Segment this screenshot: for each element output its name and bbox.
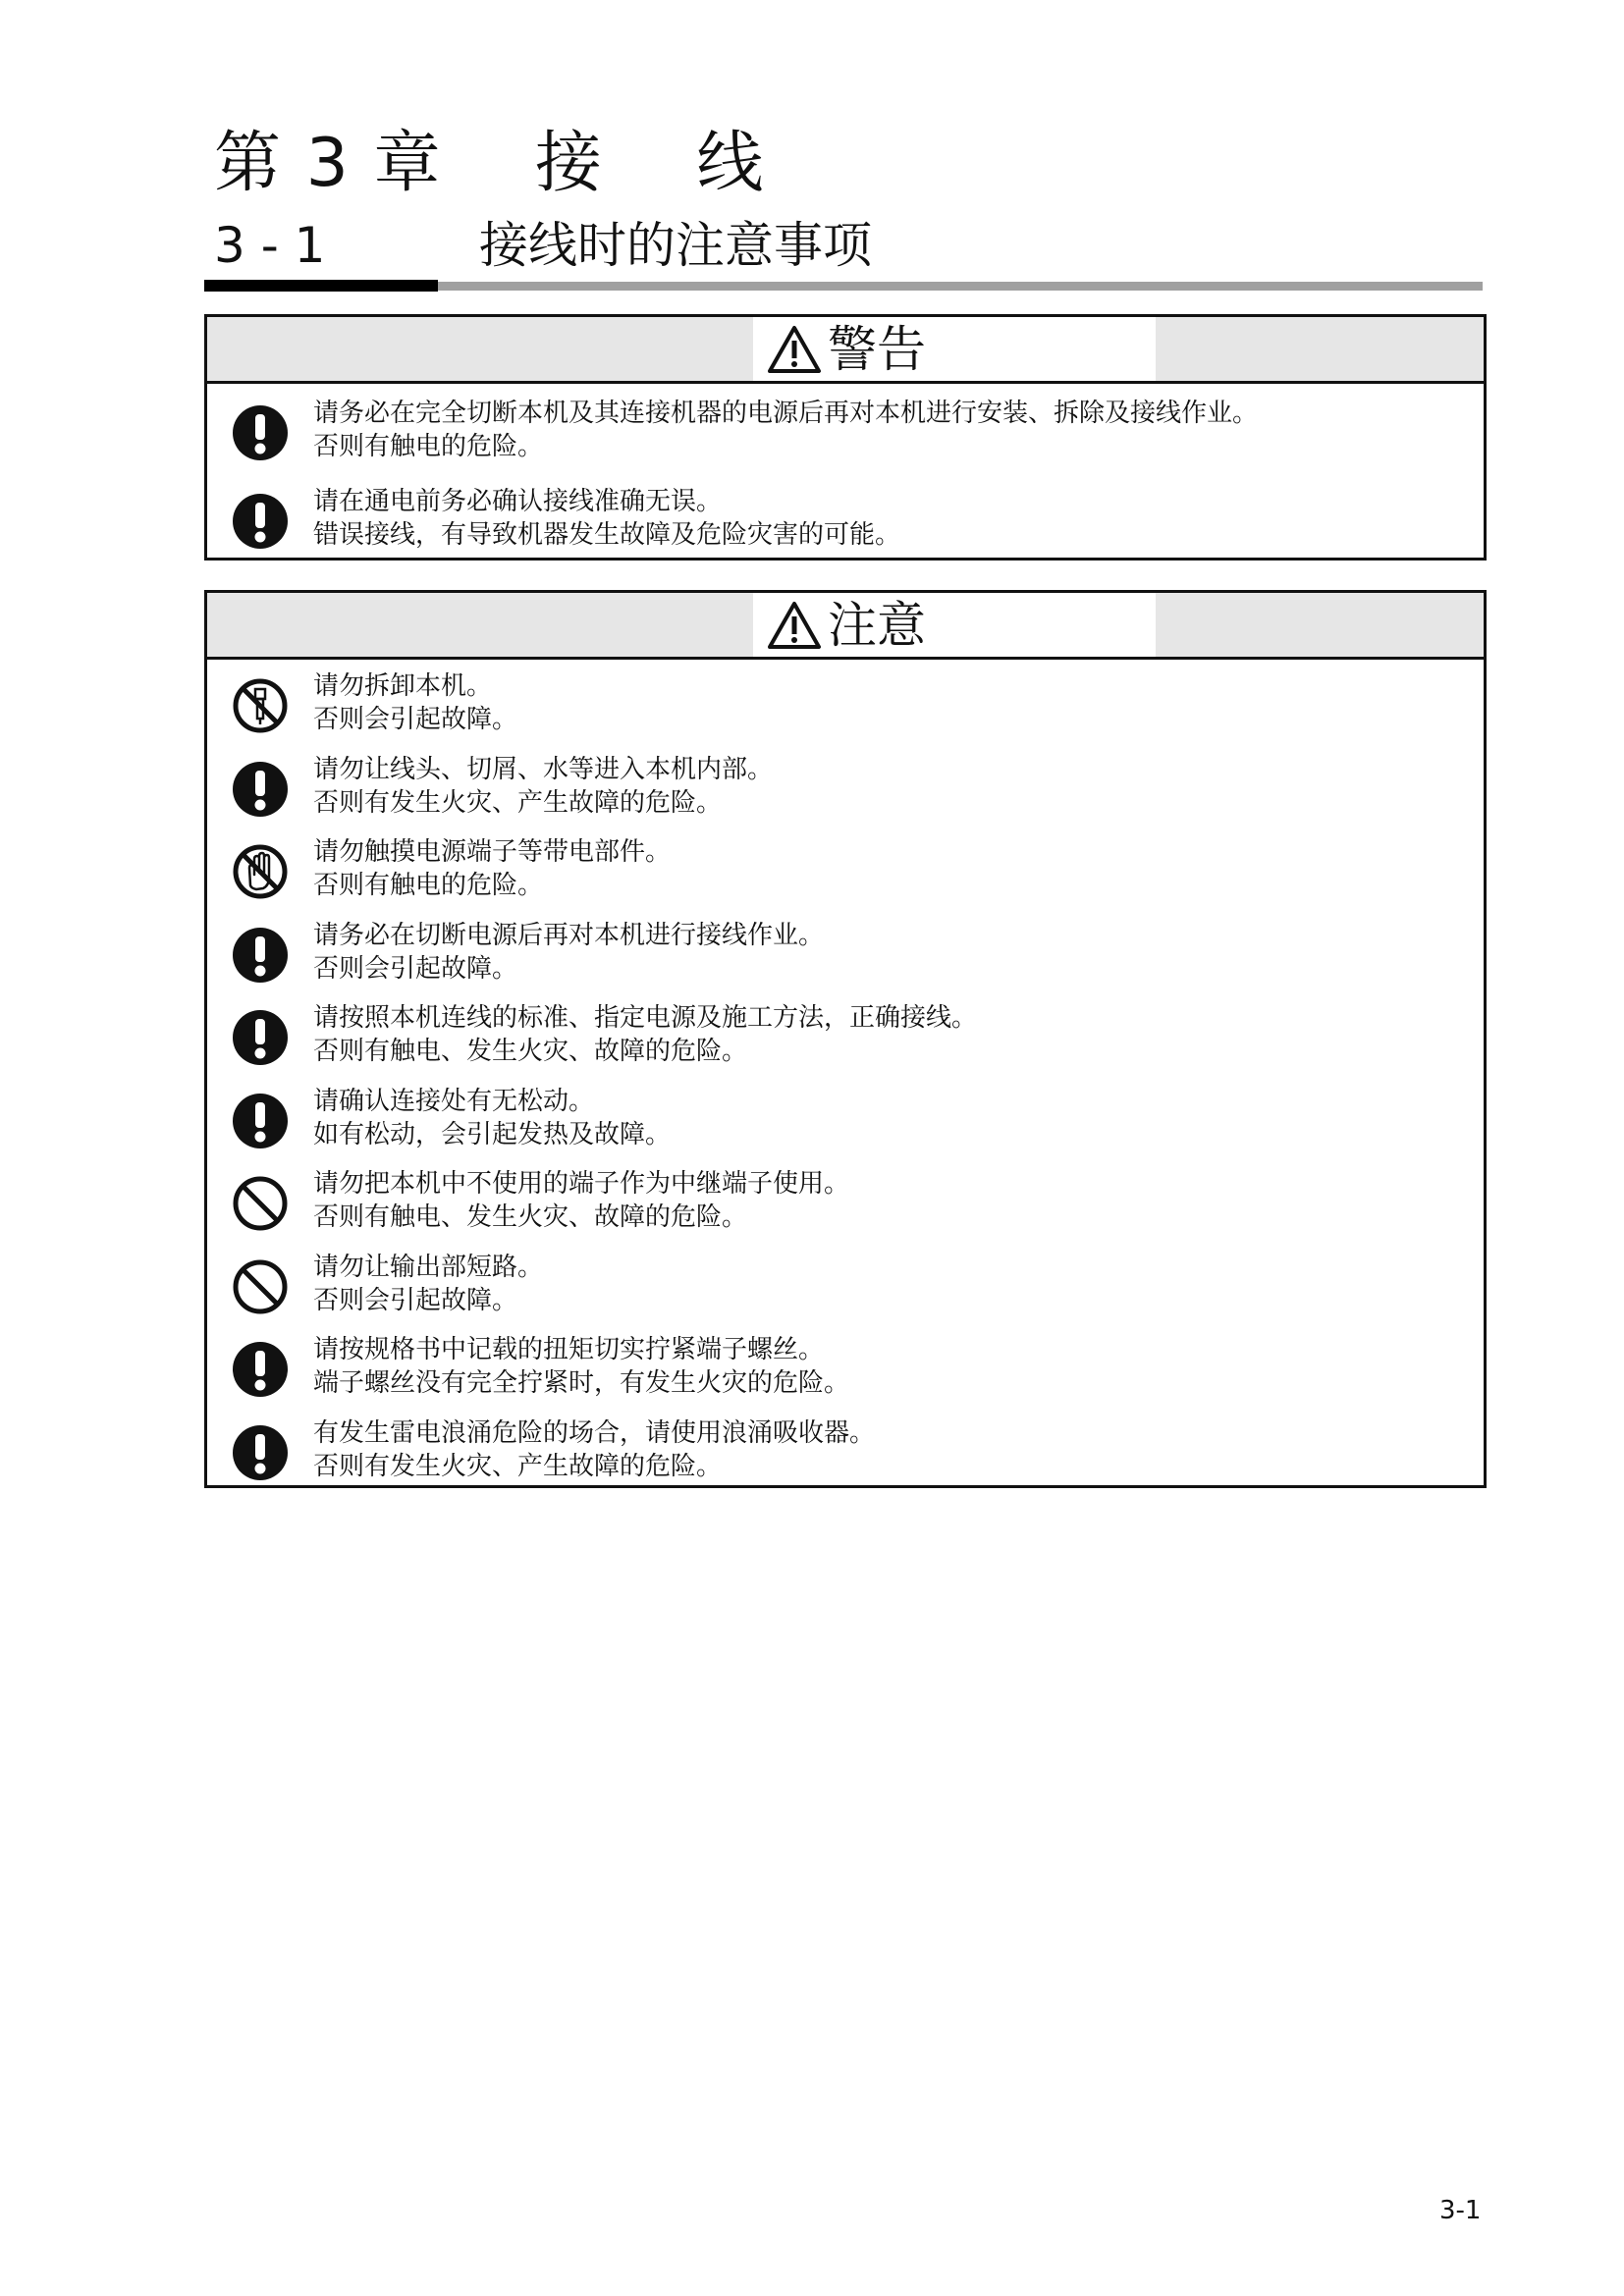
safety-item (207, 836, 1484, 905)
mandatory-icon (231, 1092, 290, 1150)
safety-item-text: 请按照本机连线的标准、指定电源及施工方法，正确接线。 (313, 1003, 978, 1033)
mandatory-icon (231, 1008, 290, 1067)
safety-item-consequence: 否则有触电、发生火灾、故障的危险。 (313, 1202, 748, 1232)
safety-item-text: 请务必在完全切断本机及其连接机器的电源后再对本机进行安装、拆除及接线作业。 (313, 399, 1259, 428)
safety-item-consequence: 端子螺丝没有完全拧紧时，有发生火灾的危险。 (313, 1368, 850, 1398)
mandatory-icon (231, 1340, 290, 1399)
safety-item-consequence: 错误接线，有导致机器发生故障及危险灾害的可能。 (313, 520, 901, 550)
no-disassembly-icon (231, 676, 290, 735)
safety-item (207, 1252, 1484, 1320)
chapter-title: 第 3 章 接 线 (214, 125, 766, 202)
safety-item-consequence: 否则有发生火灾、产生故障的危险。 (313, 1451, 723, 1481)
safety-item-text: 请勿触摸电源端子等带电部件。 (313, 837, 672, 867)
safety-item-text: 请勿让线头、切屑、水等进入本机内部。 (313, 754, 774, 784)
mandatory-icon (231, 403, 290, 462)
mandatory-icon (231, 492, 290, 551)
warning-header-text: 警告 (828, 320, 926, 378)
safety-item (207, 920, 1484, 988)
safety-item-consequence: 否则会引起故障。 (313, 953, 518, 984)
safety-item-text: 有发生雷电浪涌危险的场合，请使用浪涌吸收器。 (313, 1417, 876, 1448)
mandatory-icon (231, 926, 290, 985)
warning-header-label (753, 317, 1156, 381)
safety-item-text: 请勿把本机中不使用的端子作为中继端子使用。 (313, 1169, 850, 1199)
warning-header (207, 317, 1484, 384)
caution-header (207, 593, 1484, 660)
safety-item-consequence: 否则有触电、发生火灾、故障的危险。 (313, 1037, 748, 1066)
safety-item (207, 1417, 1484, 1486)
safety-item (207, 754, 1484, 823)
caution-box (204, 590, 1487, 1488)
page-number: 3-1 (1439, 2196, 1482, 2225)
safety-item-consequence: 否则会引起故障。 (313, 705, 518, 734)
safety-item-consequence: 如有松动，会引起发热及故障。 (313, 1119, 672, 1149)
mandatory-icon (231, 1423, 290, 1482)
safety-item (207, 670, 1484, 739)
section-rule-dark (204, 280, 438, 292)
safety-item (207, 1334, 1484, 1403)
safety-item (207, 398, 1484, 466)
safety-item-consequence: 否则有触电的危险。 (313, 871, 544, 900)
safety-item-text: 请在通电前务必确认接线准确无误。 (313, 487, 723, 516)
safety-item-text: 请勿让输出部短路。 (313, 1252, 544, 1282)
safety-item (207, 1168, 1484, 1237)
mandatory-icon (231, 760, 290, 819)
no-touch-icon (231, 842, 290, 901)
prohibited-icon (231, 1257, 290, 1316)
warning-triangle-icon (767, 601, 822, 650)
safety-item (207, 1002, 1484, 1071)
safety-item-text: 请按规格书中记载的扭矩切实拧紧端子螺丝。 (313, 1335, 825, 1364)
section-title: 接线时的注意事项 (479, 217, 872, 274)
safety-item (207, 1086, 1484, 1154)
prohibited-icon (231, 1174, 290, 1233)
warning-box (204, 314, 1487, 561)
section-number: 3 - 1 (214, 217, 326, 274)
section-rule-gray (438, 282, 1483, 291)
safety-item-text: 请确认连接处有无松动。 (313, 1086, 595, 1116)
safety-item-text: 请务必在切断电源后再对本机进行接线作业。 (313, 920, 825, 950)
safety-item-text: 请勿拆卸本机。 (313, 671, 493, 701)
caution-header-label (753, 593, 1156, 657)
caution-header-text: 注意 (828, 596, 926, 654)
safety-item-consequence: 否则会引起故障。 (313, 1285, 518, 1315)
safety-item-consequence: 否则有发生火灾、产生故障的危险。 (313, 787, 723, 818)
safety-item (207, 486, 1484, 555)
safety-item-consequence: 否则有触电的危险。 (313, 432, 544, 461)
warning-triangle-icon (767, 325, 822, 374)
